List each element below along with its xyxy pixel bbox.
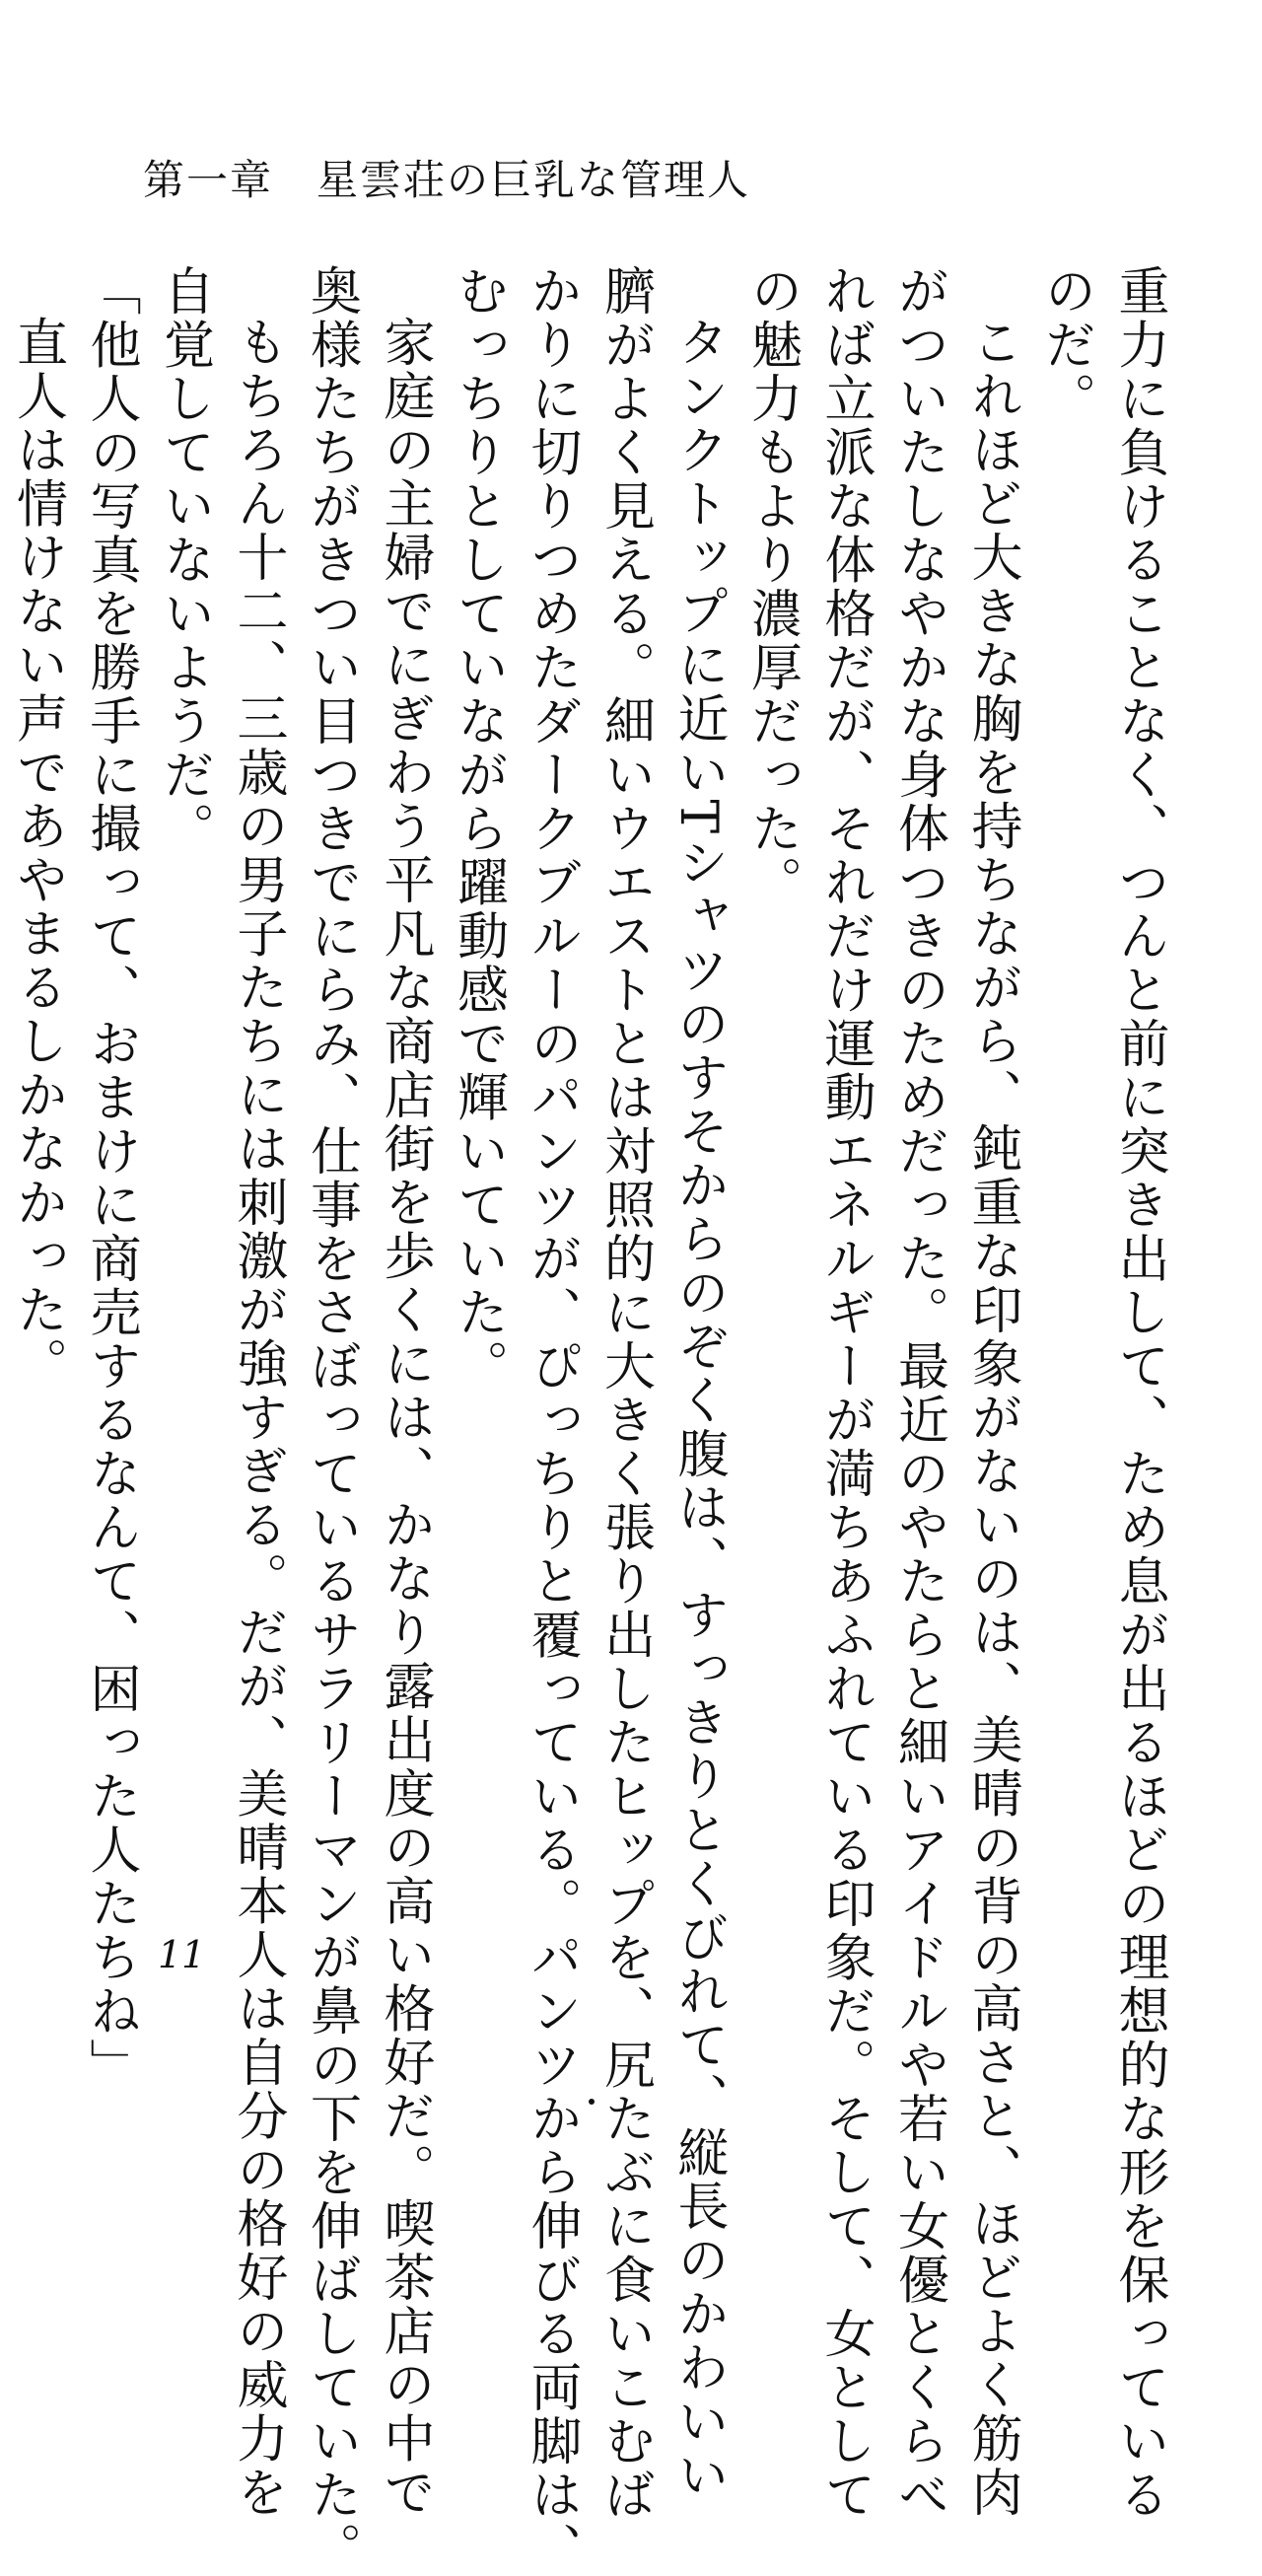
- text-line: 家庭の主婦でにぎわう平凡な商店街を歩くには、かなり露出度の高い格好だ。喫茶店の中で: [375, 316, 434, 2520]
- text-line: むっちりとしていながら躍動感で輝いていた。: [448, 264, 508, 1394]
- page-number: 11: [158, 1933, 206, 1976]
- text-line: かりに切りつめたダークブルーのパンツが、ぴっちりと覆っている。パンツから伸びる両脚は、: [522, 264, 581, 2576]
- text-line: 直人は情けない声であやまるしかなかった。: [7, 316, 67, 1391]
- text-line: 自覚していないようだ。: [154, 264, 214, 856]
- text-line: の魅力もより濃厚だった。: [741, 264, 802, 909]
- text-line: がついたしなやかな身体つきのためだった。最近のやたらと細いアイドルや若い女優とくらべ: [888, 264, 948, 2522]
- text-line: れば立派な体格だが、それだけ運動エネルギーが満ちあふれている印象だ。そして、女として: [815, 264, 875, 2522]
- text-line: 「他人の写真を勝手に撮って、おまけに商売するなんて、困った人たちね」: [81, 264, 140, 2092]
- text-line: 臍がよく見える。細いウエストとは対照的に大きく張り出したヒップを、尻たぶに食いこむば: [595, 264, 655, 2522]
- text-line: もちろん十二、三歳の男子たちには刺激が強すぎる。だが、美晴本人は自分の格好の威力を: [228, 316, 287, 2520]
- text-line: のだ。: [1035, 264, 1095, 426]
- print-dot-mark: [589, 2099, 595, 2105]
- text-line: 奥様たちがきつい目つきでにらみ、仕事をさぼっているサラリーマンが鼻の下を伸ばしていた。: [301, 264, 361, 2576]
- running-head: 第一章 星雲荘の巨乳な管理人: [143, 156, 751, 204]
- text-line: 重力に負けることなく、つんと前に突き出して、ため息が出るほどの理想的な形を保っている: [1109, 264, 1168, 2522]
- text-line: これほど大きな胸を持ちながら、鈍重な印象がないのは、美晴の背の高さと、ほどよく筋肉: [962, 316, 1021, 2520]
- text-line: タンクトップに近いTシャツのすそからのぞく腹は、すっきりとくびれて、縦長のかわいい: [668, 316, 728, 2503]
